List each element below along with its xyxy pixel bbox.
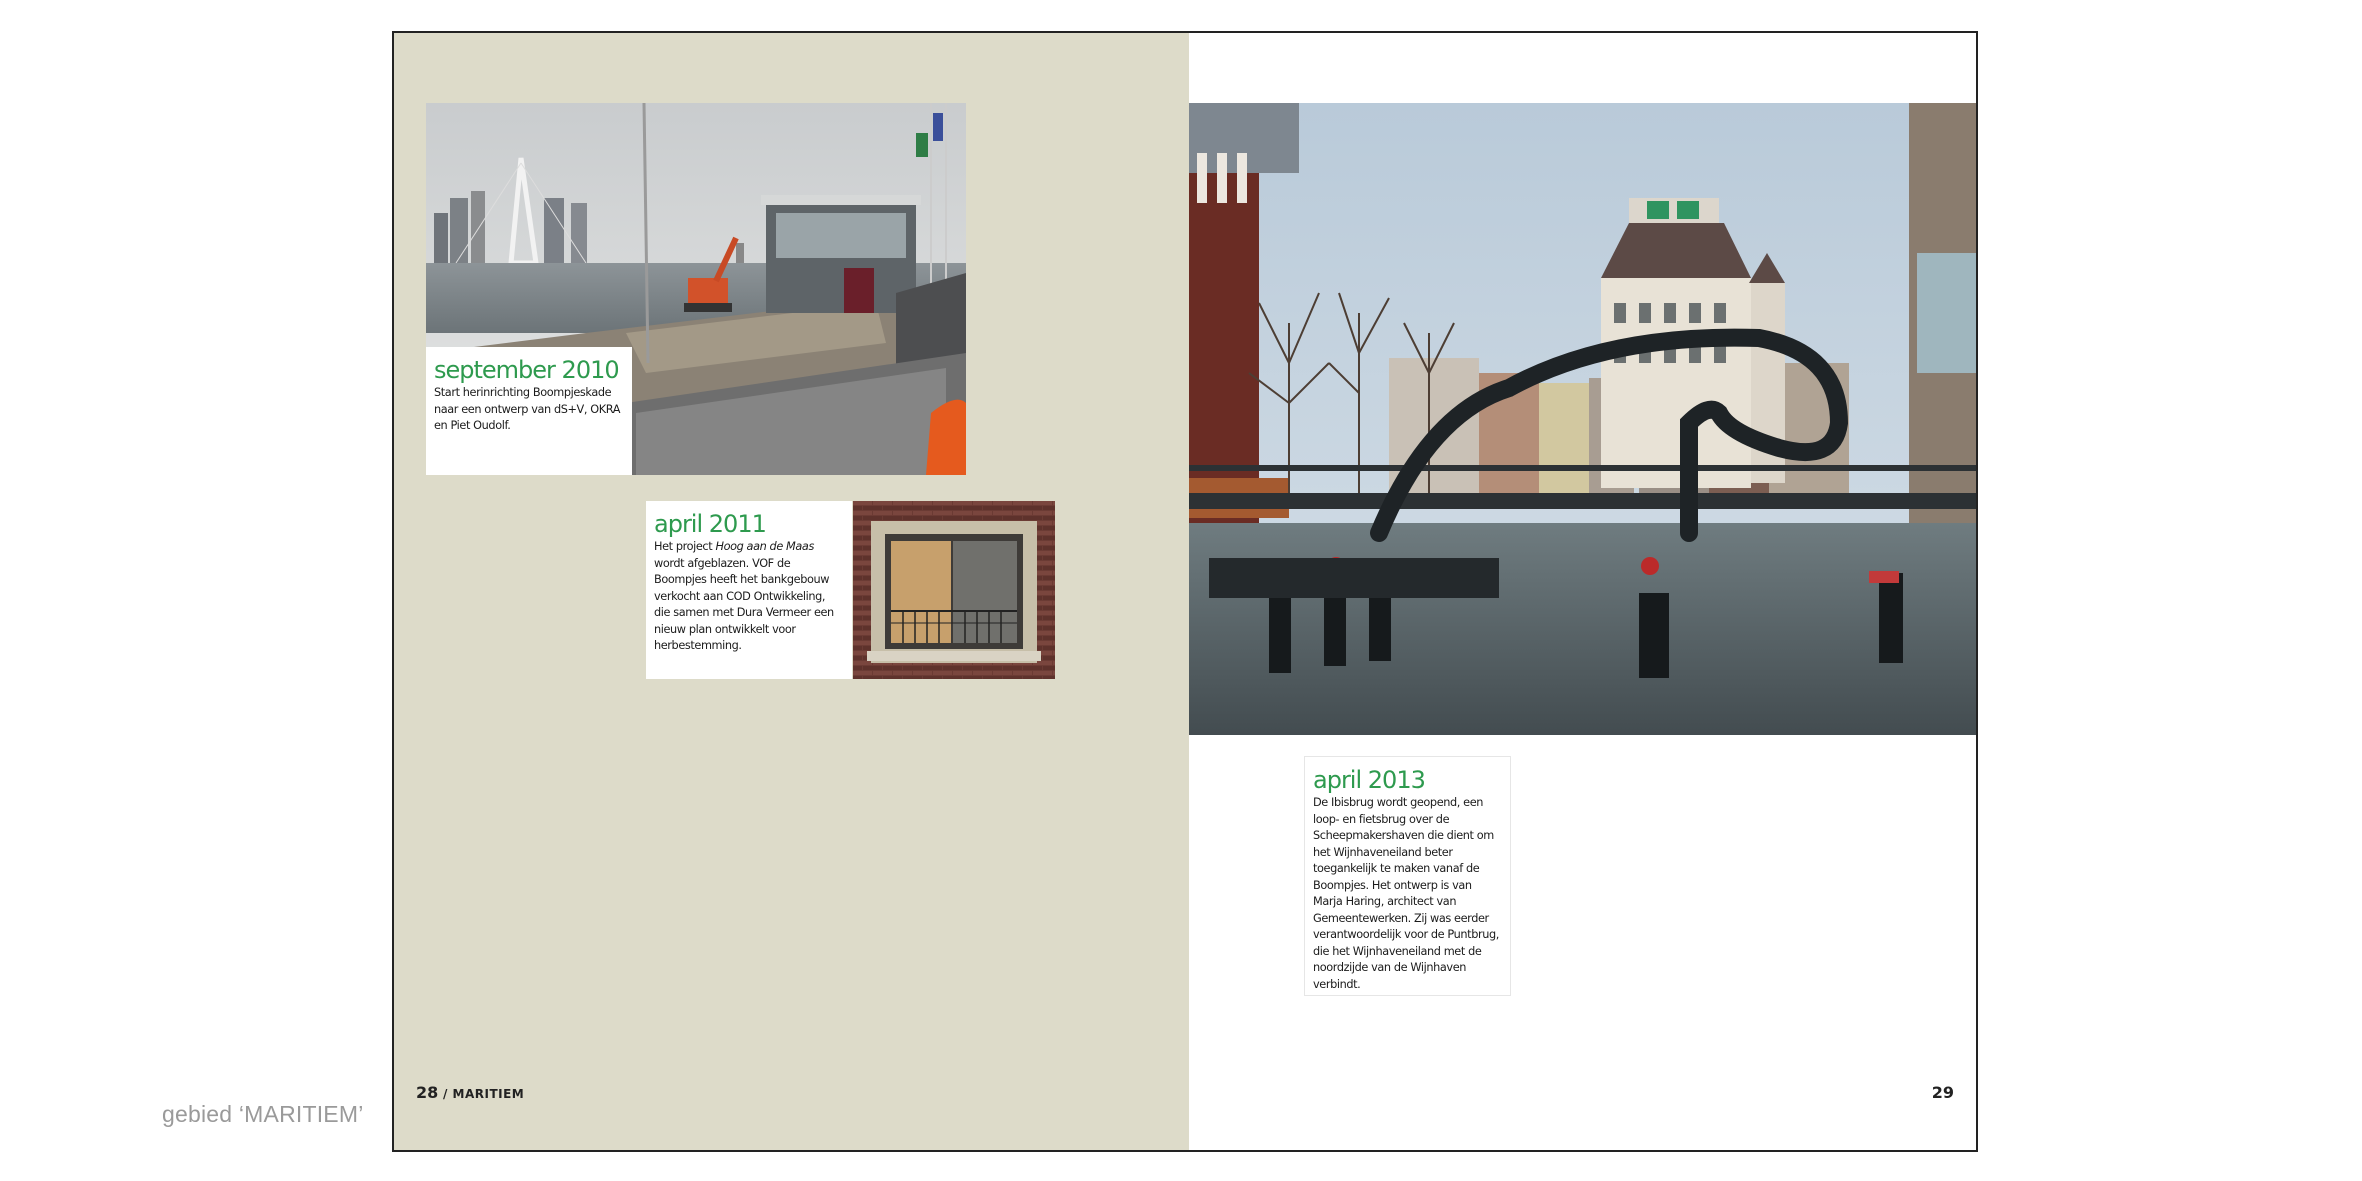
caption-date: april 2011 xyxy=(654,510,766,538)
caption-text xyxy=(654,539,844,655)
left-page xyxy=(394,33,1189,1150)
caption-text: Start herinrichting Boompjeskade naar een ontwerp van dS+V, OKRA en Piet Oudolf. xyxy=(434,386,621,432)
folio-right: 29 xyxy=(1931,1083,1954,1102)
project-name: Hoog aan de Maas xyxy=(715,540,814,553)
magazine-spread xyxy=(392,31,1978,1152)
caption-september-2010 xyxy=(426,347,632,475)
right-page xyxy=(1189,33,1976,1150)
section-name: MARITIEM xyxy=(452,1087,525,1101)
harbor-construction-photo xyxy=(426,103,966,475)
caption-april-2011 xyxy=(646,501,852,679)
caption-date: april 2013 xyxy=(1313,766,1425,794)
page-number: 28 xyxy=(416,1083,439,1102)
caption-date: september 2010 xyxy=(434,356,619,384)
side-caption: gebied ‘MARITIEM’ xyxy=(162,1101,364,1127)
caption-text: De Ibisbrug wordt geopend, een loop- en fietsbrug over de Scheepmakershaven die dient om het Wijnhaveneiland beter toegankelijk te maken vanaf de Boompjes. Het ontwerp is van Marja Haring, architect van Gemeentewerken. Zij was eerder verantwoordelijk voor de Puntbrug, die het Wijnhaveneiland met de noordzijde van de Wijnhaven verbindt. xyxy=(1313,796,1499,991)
caption-text-post: wordt afgeblazen. VOF de Boompjes heeft het bankgebouw verkocht aan COD Ontwikkeling, die samen met Dura Vermeer een nieuw plan ontwikkelt voor herbestemming. xyxy=(654,556,834,652)
folio-left xyxy=(416,1083,524,1102)
ibisbrug-photo xyxy=(1189,103,1978,735)
caption-april-2013 xyxy=(1304,756,1511,996)
bank-window-photo xyxy=(853,501,1055,679)
caption-text-pre: Het project xyxy=(654,540,716,553)
folio-separator: / xyxy=(438,1087,453,1101)
